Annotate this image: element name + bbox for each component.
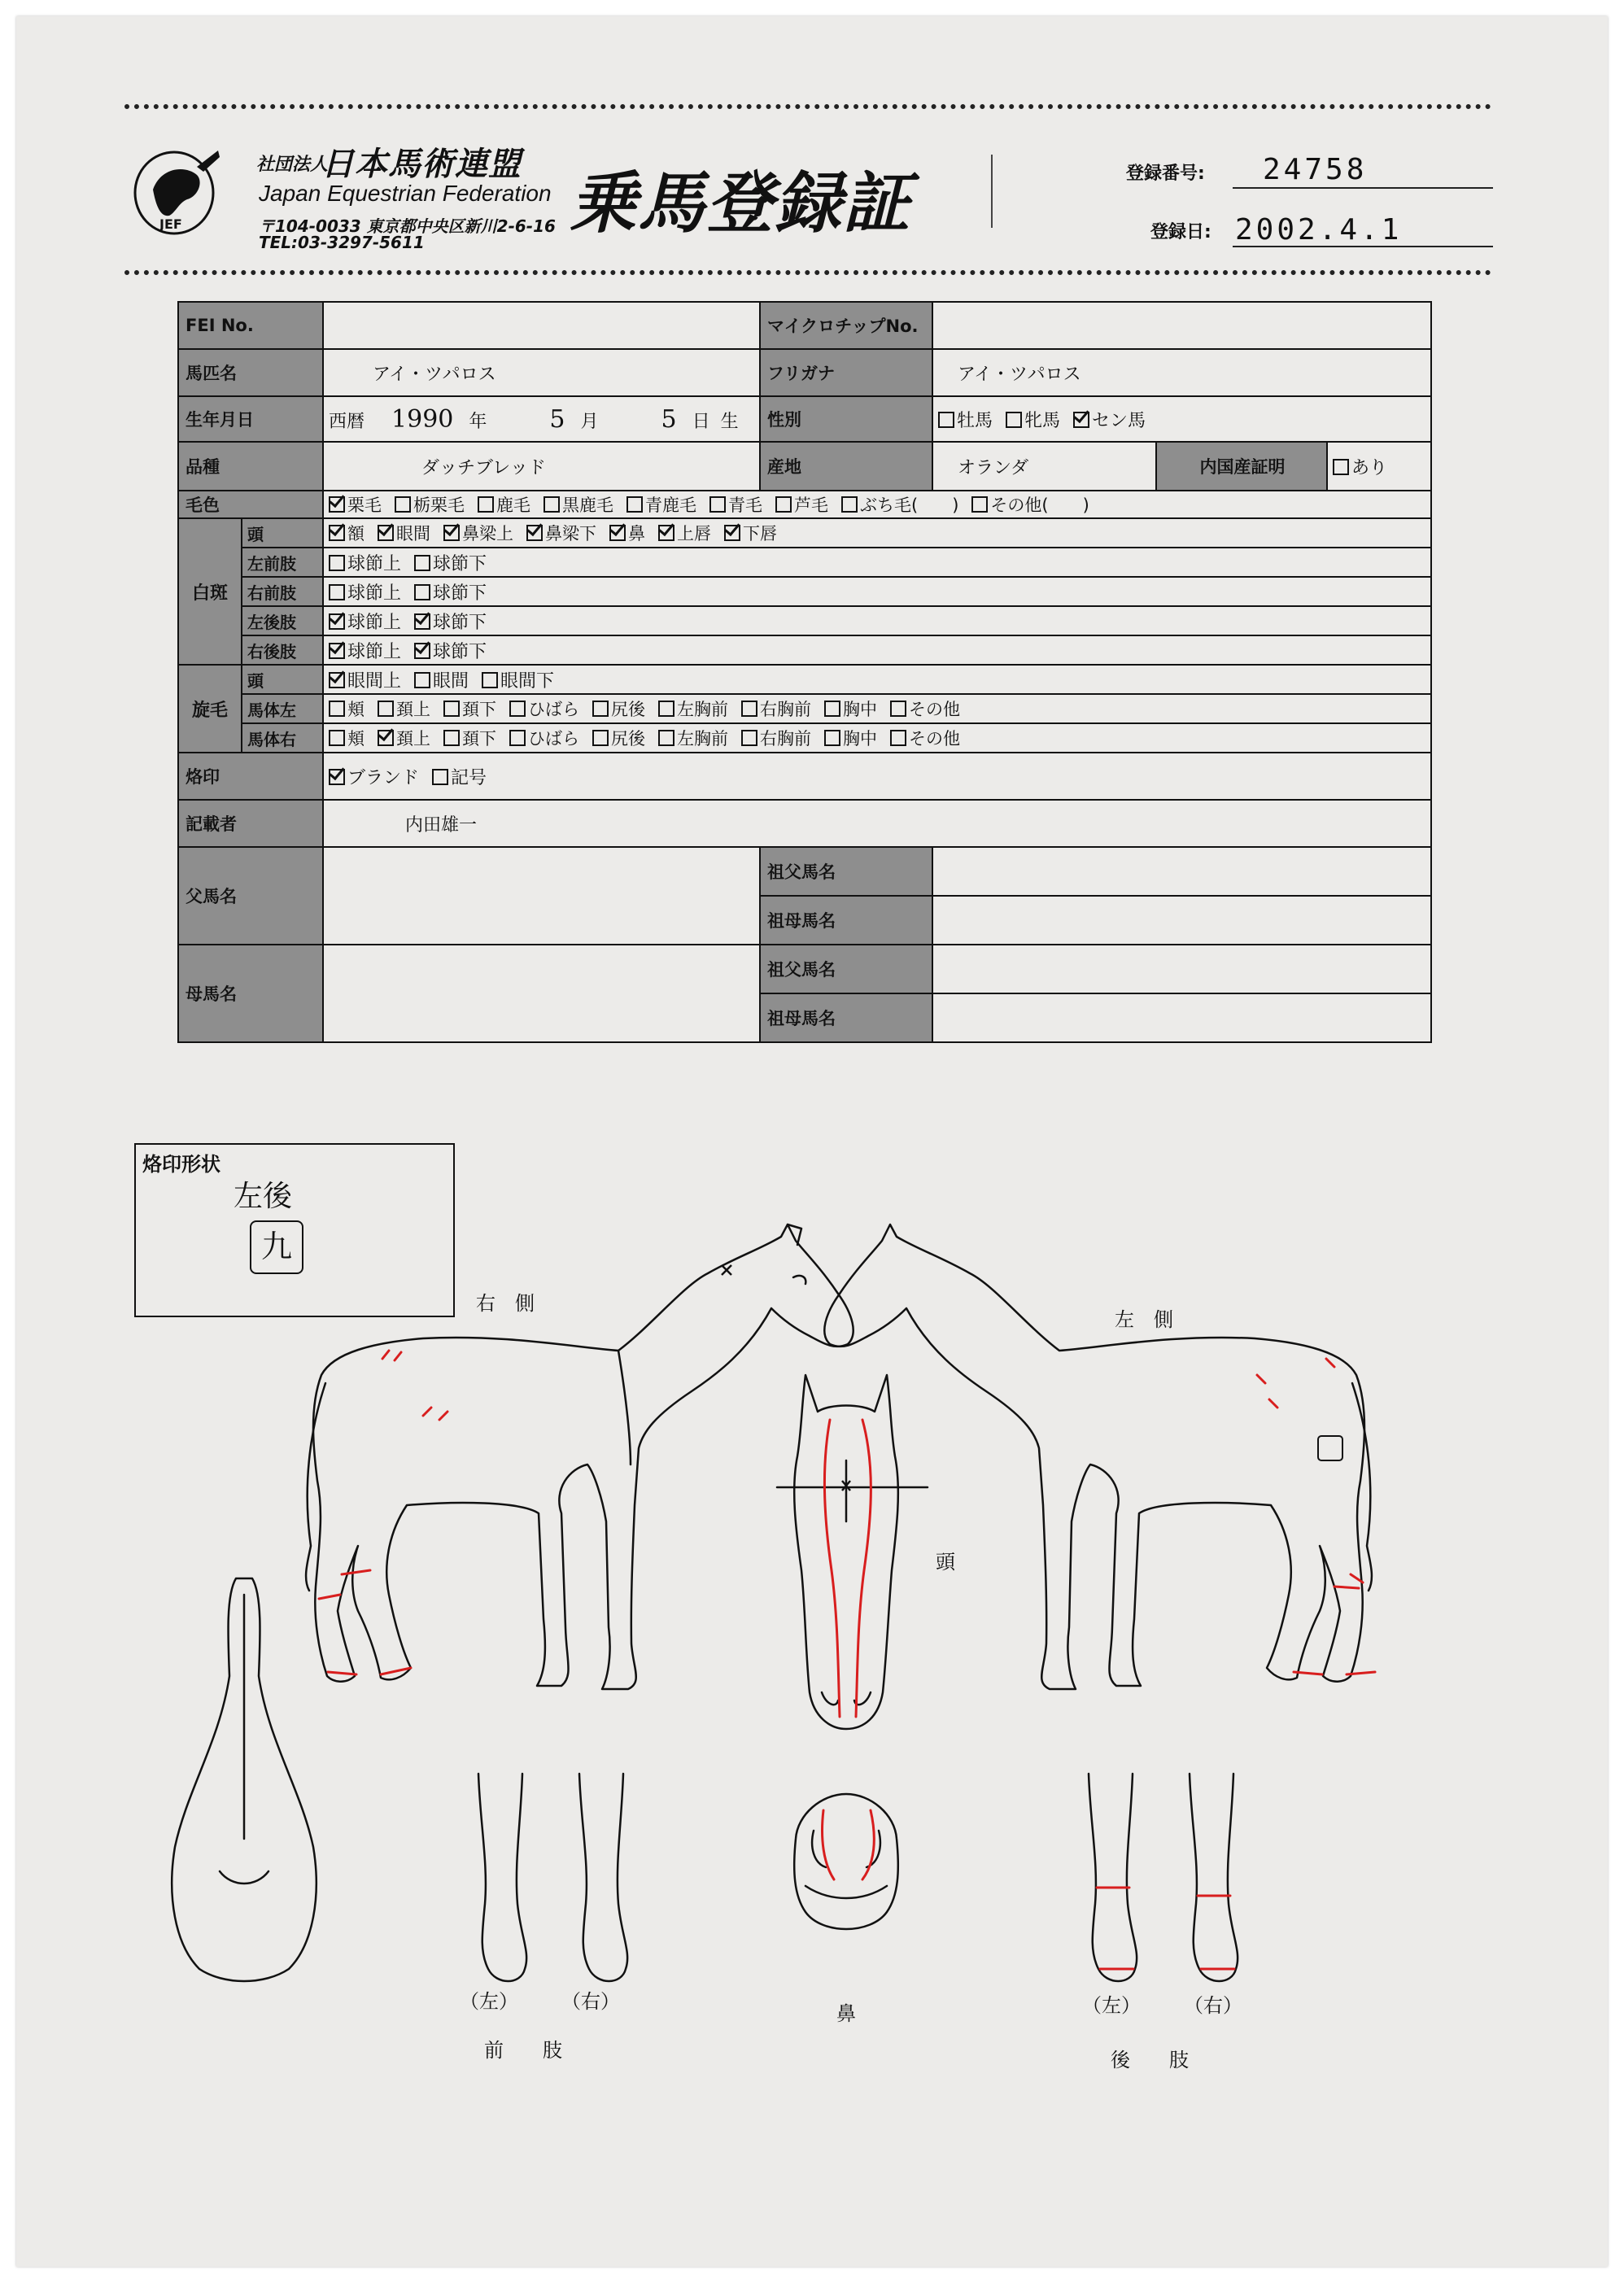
whorl-sub-label: 頭 (242, 665, 323, 694)
checkbox-label: 眼間 (433, 670, 469, 692)
birth-suffix: 生 (720, 411, 739, 432)
checkbox-label: ひばら (528, 700, 580, 719)
fore-leg-right (579, 1774, 627, 1981)
right-side-hooves (328, 1668, 411, 1674)
white-sub-label: 左前肢 (242, 548, 323, 577)
checkbox-label: その他( ) (990, 495, 1089, 515)
domestic-cert-label: 内国産証明 (1156, 442, 1327, 491)
checkbox-label: 黒鹿毛 (562, 495, 614, 515)
hind-legs-label: 後 肢 (1111, 2049, 1189, 2071)
left-side-hind-sock (1334, 1574, 1363, 1588)
microchip-label: マイクロチップNo. (760, 302, 932, 349)
horse-name-value: アイ・ツパロス (323, 349, 760, 396)
checkbox-label: 球節下 (433, 583, 487, 604)
birth-year: 1990 (391, 404, 454, 434)
checkbox-label: 右胸前 (760, 700, 812, 719)
hind-leg-left (1089, 1774, 1137, 1981)
white-marking-label: 白斑 (178, 518, 242, 665)
checkbox-label: 栗毛 (347, 495, 382, 515)
head-front-view (794, 1375, 898, 1729)
checkbox-label: 牡馬 (957, 410, 993, 431)
year-unit: 年 (469, 411, 487, 432)
head-front-nostrils (822, 1692, 871, 1705)
left-side-brand (1318, 1436, 1342, 1460)
birth-era: 西暦 (329, 411, 365, 432)
left-side-horse-tail (1352, 1383, 1372, 1591)
checkbox-label: 眼間上 (347, 670, 402, 692)
reg-number-label: 登録番号: (1126, 164, 1205, 184)
whorl-label: 旋毛 (178, 665, 242, 753)
checkbox-label: 鼻梁下 (545, 524, 597, 543)
birth-day: 5 (661, 404, 677, 434)
right-side-horse-body (313, 1224, 853, 1689)
white-sub-label: 左後肢 (242, 606, 323, 635)
checkbox-label: 記号 (451, 767, 487, 788)
checkbox-label: 球節上 (347, 612, 402, 633)
fei-label: FEI No. (178, 302, 323, 349)
checkbox-label: 球節下 (433, 553, 487, 574)
checkbox-label: 尻後 (611, 700, 646, 719)
recorder-label: 記載者 (178, 800, 323, 847)
reg-date-value: 2002.4.1 (1235, 213, 1403, 247)
right-side-whorl-strokes (382, 1351, 447, 1420)
grandsire-label: 祖父馬名 (760, 945, 932, 993)
fore-legs-label: 前 肢 (484, 2039, 562, 2062)
origin-value: オランダ (932, 442, 1156, 491)
birth-label: 生年月日 (178, 396, 323, 442)
nose-view (794, 1794, 898, 1929)
dam-label: 母馬名 (178, 945, 323, 1042)
checkbox-label: 鼻 (628, 524, 646, 543)
breed-value: ダッチブレッド (323, 442, 760, 491)
head-front-crosshair (777, 1460, 928, 1521)
svg-text:JEF: JEF (159, 216, 182, 232)
hind-right-label: （右） (1184, 1994, 1242, 2017)
right-side-horse-neck-line (618, 1351, 631, 1465)
brand-shape-note: 左後 (234, 1180, 293, 1213)
checkbox-label: 頬 (347, 729, 365, 749)
checkbox-label: 眼間 (396, 524, 431, 543)
nose-label: 鼻 (836, 2002, 856, 2025)
granddam-label: 祖母馬名 (760, 993, 932, 1042)
white-sub-label: 頭 (242, 518, 323, 548)
furigana-value: アイ・ツパロス (932, 349, 1431, 396)
org-kind: 社団法人 (256, 155, 329, 175)
checkbox-label: 球節上 (347, 583, 402, 604)
checkbox-label: 下唇 (743, 524, 778, 543)
fore-left-label: （左） (460, 1990, 518, 2013)
checkbox-label: 青鹿毛 (645, 495, 697, 515)
fore-leg-left (478, 1774, 526, 1981)
checkbox-label: 尻後 (611, 729, 646, 749)
furigana-label: フリガナ (760, 349, 932, 396)
hind-leg-sock-marks (1097, 1888, 1230, 1896)
reg-number-value: 24758 (1263, 153, 1368, 186)
checkbox-label: 胸中 (843, 729, 878, 749)
checkbox-label: 球節上 (347, 641, 402, 662)
right-side-horse-eye (793, 1276, 805, 1284)
checkbox-label: セン馬 (1092, 410, 1146, 431)
checkbox-label: 右胸前 (760, 729, 812, 749)
hind-leg-right (1190, 1774, 1238, 1981)
document-title: 乗馬登録証 (570, 165, 911, 242)
checkbox-label: その他 (909, 729, 961, 749)
checkbox-label: 球節下 (433, 612, 487, 633)
fore-right-label: （右） (561, 1990, 620, 2013)
hind-left-label: （左） (1082, 1994, 1141, 2017)
checkbox-label: 鼻梁上 (462, 524, 514, 543)
checkbox-label: 球節下 (433, 641, 487, 662)
checkbox-label: 胸中 (843, 700, 878, 719)
whorl-x-marks (722, 1265, 850, 1491)
right-side-horse-tail (306, 1383, 325, 1591)
checkbox-label: その他 (909, 700, 961, 719)
checkbox-label: 芦毛 (794, 495, 829, 515)
whorl-sub-label: 馬体左 (242, 694, 323, 723)
right-side-label: 右 側 (476, 1292, 535, 1315)
org-name: 日本馬術連盟 (321, 146, 522, 183)
horse-name-label: 馬匹名 (178, 349, 323, 396)
checkbox-label: 頬 (347, 700, 365, 719)
brand-shape-title: 烙印形状 (142, 1153, 220, 1176)
checkbox-label: 牝馬 (1024, 410, 1061, 431)
origin-label: 産地 (760, 442, 932, 491)
red-markings (319, 1351, 1375, 1969)
checkbox-label: 頚上 (396, 700, 431, 719)
whorl-sub-label: 馬体右 (242, 723, 323, 753)
org-tel: TEL:03-3297-5611 (259, 233, 425, 252)
checkbox-label: 左胸前 (677, 729, 729, 749)
brand-mark-glyph: 九 (260, 1229, 292, 1264)
reg-date-label: 登録日: (1150, 222, 1211, 242)
left-side-whorl-strokes (1257, 1359, 1334, 1408)
head-label: 頭 (936, 1551, 955, 1574)
white-sub-label: 右前肢 (242, 577, 323, 606)
left-side-label: 左 側 (1115, 1308, 1173, 1331)
month-unit: 月 (580, 411, 599, 432)
checkbox-label: あり (1351, 457, 1388, 478)
checkbox-label: 左胸前 (677, 700, 729, 719)
head-front-blaze (824, 1420, 871, 1717)
grandsire-label: 祖父馬名 (760, 847, 932, 896)
checkbox-label: 眼間下 (500, 670, 555, 692)
checkbox-label: ブランド (347, 767, 420, 788)
left-side-hooves (1294, 1672, 1375, 1674)
sire-label: 父馬名 (178, 847, 323, 945)
nose-view-blaze (823, 1810, 875, 1879)
checkbox-label: ひばら (528, 729, 580, 749)
recorder-value: 内田雄一 (323, 800, 1431, 847)
checkbox-label: 球節上 (347, 553, 402, 574)
white-sub-label: 右後肢 (242, 635, 323, 665)
checkbox-label: ぶち毛( ) (860, 495, 959, 515)
checkbox-label: 栃栗毛 (413, 495, 465, 515)
checkbox-label: 青毛 (728, 495, 763, 515)
checkbox-label: 頚上 (396, 729, 431, 749)
body-top-view-spine (220, 1595, 268, 1884)
sex-label: 性別 (760, 396, 932, 442)
checkbox-label: 鹿毛 (496, 495, 531, 515)
day-unit: 日 (692, 411, 710, 432)
checkbox-label: 頚下 (462, 729, 497, 749)
breed-label: 品種 (178, 442, 323, 491)
brand-label: 烙印 (178, 753, 323, 800)
coat-label: 毛色 (178, 491, 323, 518)
left-side-horse-body (824, 1224, 1364, 1689)
org-name-en: Japan Equestrian Federation (259, 181, 552, 206)
birth-month: 5 (549, 404, 565, 434)
checkbox-label: 上唇 (677, 524, 712, 543)
checkbox-label: 頚下 (462, 700, 497, 719)
org-address: 〒104-0033 東京都中央区新川2-6-16 (259, 216, 556, 236)
checkbox-label: 額 (347, 524, 365, 543)
granddam-label: 祖母馬名 (760, 896, 932, 945)
